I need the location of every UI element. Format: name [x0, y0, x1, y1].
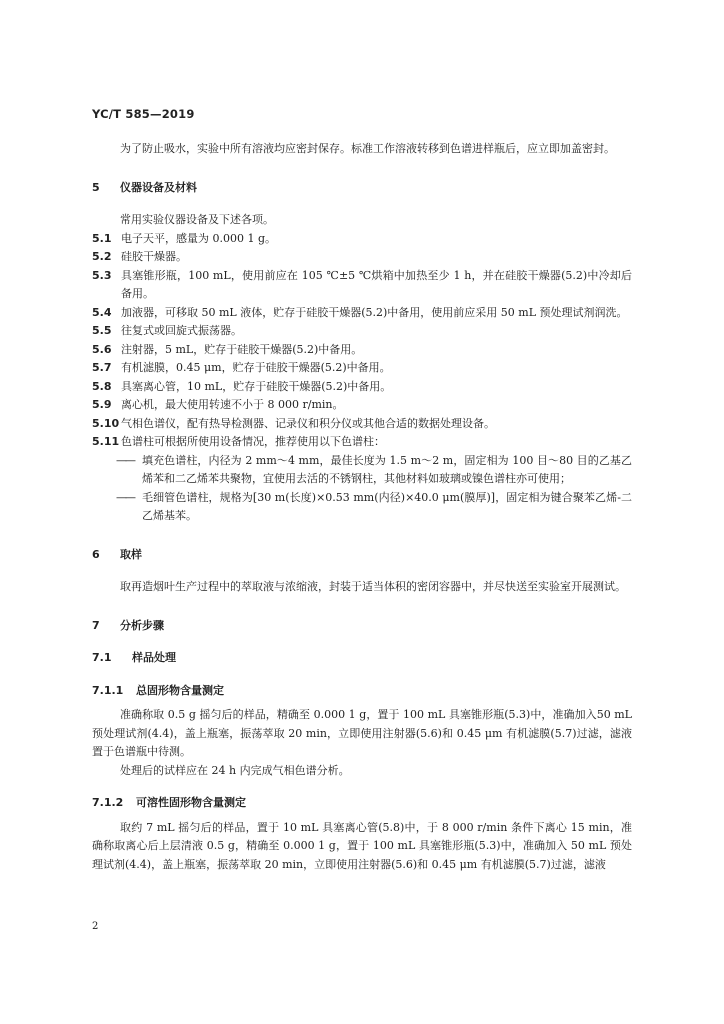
item-text: 往复式或回旋式振荡器。: [121, 324, 242, 337]
section-number: 7.1.2: [92, 796, 124, 809]
item-number: 5.4: [92, 305, 112, 319]
section-7-1-heading: [92, 649, 632, 668]
section-number: 6: [92, 547, 100, 561]
standard-code: YC/T 585—2019: [92, 107, 195, 121]
column-option-text: 填充色谱柱，内径为 2 mm～4 mm，最佳长度为 1.5 m～2 m，固定相为 100 目～80 目的乙基乙烯苯和二乙烯苯共聚物，宜使用去活的不锈钢柱，其他材料如玻璃或镍色谱柱亦可使用；: [142, 453, 632, 485]
section-number: 5: [92, 180, 100, 194]
section-title: 样品处理: [132, 651, 176, 664]
list-item: [92, 267, 632, 304]
section-7-1-2-heading: [92, 794, 632, 813]
column-option-text: 毛细管色谱柱，规格为[30 m(长度)×0.53 mm(内径)×40.0 μm(膜厚)]，固定相为键合聚苯乙烯-二乙烯基苯。: [142, 490, 632, 522]
item-number: 5.2: [92, 250, 112, 263]
section-number: 7.1: [92, 651, 112, 664]
section-7-1-2-paragraph: 取约 7 mL 摇匀后的样品，置于 10 mL 具塞离心管(5.8)中，于 8 000 r/min 条件下离心 15 min，准确称取离心后上层清液 0.5 g，精确至 0.000 1 g，置于 100 mL 具塞锥形瓶(5.3)中，准确加入 50 mL 预处理试剂(4.4)，盖上瓶塞，振荡萃取 20 min，立即使用注射器(5.6)和 0.45 μm 有机滤膜(5.7)过滤，滤液: [92, 820, 632, 871]
section-5-lead: 常用实验仪器设备及下述各项。: [120, 213, 274, 226]
list-item: [92, 415, 632, 434]
item-text: 色谱柱可根据所使用设备情况，推荐使用以下色谱柱：: [121, 435, 385, 448]
item-number: 5.8: [92, 379, 112, 393]
item-text: 具塞离心管，10 mL，贮存于硅胶干燥器(5.2)中备用。: [121, 379, 392, 393]
item-text: 硅胶干燥器。: [121, 250, 187, 263]
section-6-paragraph: 取再造烟叶生产过程中的萃取液与浓缩液，封装于适当体积的密闭容器中，并尽快送至实验室开展测试。: [120, 580, 626, 593]
item-text: 有机滤膜，0.45 μm，贮存于硅胶干燥器(5.2)中备用。: [121, 361, 391, 374]
dash-marker: ——: [116, 453, 134, 467]
section-title: 取样: [120, 547, 142, 561]
item-number: 5.3: [92, 268, 112, 282]
item-number: 5.10: [92, 416, 120, 430]
list-item: [92, 341, 632, 360]
section-7-1-1-paragraph: 处理后的试样应在 24 h 内完成气相色谱分析。: [120, 763, 350, 777]
list-item: [92, 304, 632, 323]
list-item: [92, 248, 632, 267]
section-7-1-1-heading: [92, 682, 632, 701]
item-text: 注射器，5 mL，贮存于硅胶干燥器(5.2)中备用。: [121, 342, 363, 356]
intro-paragraph: 为了防止吸水，实验中所有溶液均应密封保存。标准工作溶液转移到色谱进样瓶后，应立即加盖密封。: [120, 142, 615, 155]
list-item: [92, 433, 632, 452]
list-item: [92, 230, 632, 249]
item-text: 离心机，最大使用转速不小于 8 000 r/min。: [121, 398, 344, 411]
item-number: 5.7: [92, 361, 112, 374]
section-number: 7.1.1: [92, 683, 124, 697]
list-item: [92, 378, 632, 397]
section-number: 7: [92, 618, 100, 632]
item-number: 5.1: [92, 231, 112, 245]
item-number: 5.6: [92, 342, 112, 356]
section-6-heading: [92, 546, 632, 565]
item-number: 5.11: [92, 435, 120, 448]
item-text: 电子天平，感量为 0.000 1 g。: [121, 231, 277, 245]
list-item: [92, 359, 632, 378]
section-title: 总固形物含量测定: [136, 683, 224, 697]
section-title: 仪器设备及材料: [120, 180, 197, 194]
item-text: 气相色谱仪，配有热导检测器、记录仪和积分仪或其他合适的数据处理设备。: [121, 416, 495, 430]
document-body: [92, 140, 632, 874]
page-number: 2: [92, 921, 99, 932]
item-number: 5.5: [92, 324, 112, 337]
section-7-heading: [92, 617, 632, 636]
section-7-1-1-paragraph: 准确称取 0.5 g 摇匀后的样品，精确至 0.000 1 g，置于 100 mL 具塞锥形瓶(5.3)中，准确加入50 mL 预处理试剂(4.4)，盖上瓶塞，振荡萃取 20 min，立即使用注射器(5.6)和 0.45 μm 有机滤膜(5.7)过滤，滤液置于色谱瓶中待测。: [92, 708, 632, 758]
item-text: 具塞锥形瓶，100 mL，使用前应在 105 ℃±5 ℃烘箱中加热至少 1 h，并在硅胶干燥器(5.2)中冷却后备用。: [121, 268, 632, 300]
list-item: [92, 396, 632, 415]
list-item: [92, 322, 632, 341]
item-number: 5.9: [92, 398, 112, 411]
item-text: 加液器，可移取 50 mL 液体，贮存于硅胶干燥器(5.2)中备用，使用前应采用 50 mL 预处理试剂润洗。: [121, 305, 628, 319]
dash-marker: ——: [116, 490, 134, 504]
section-5-heading: [92, 179, 632, 198]
column-option: [92, 489, 632, 526]
section-title: 分析步骤: [120, 618, 164, 632]
column-option: [92, 452, 632, 489]
section-title: 可溶性固形物含量测定: [136, 796, 246, 809]
